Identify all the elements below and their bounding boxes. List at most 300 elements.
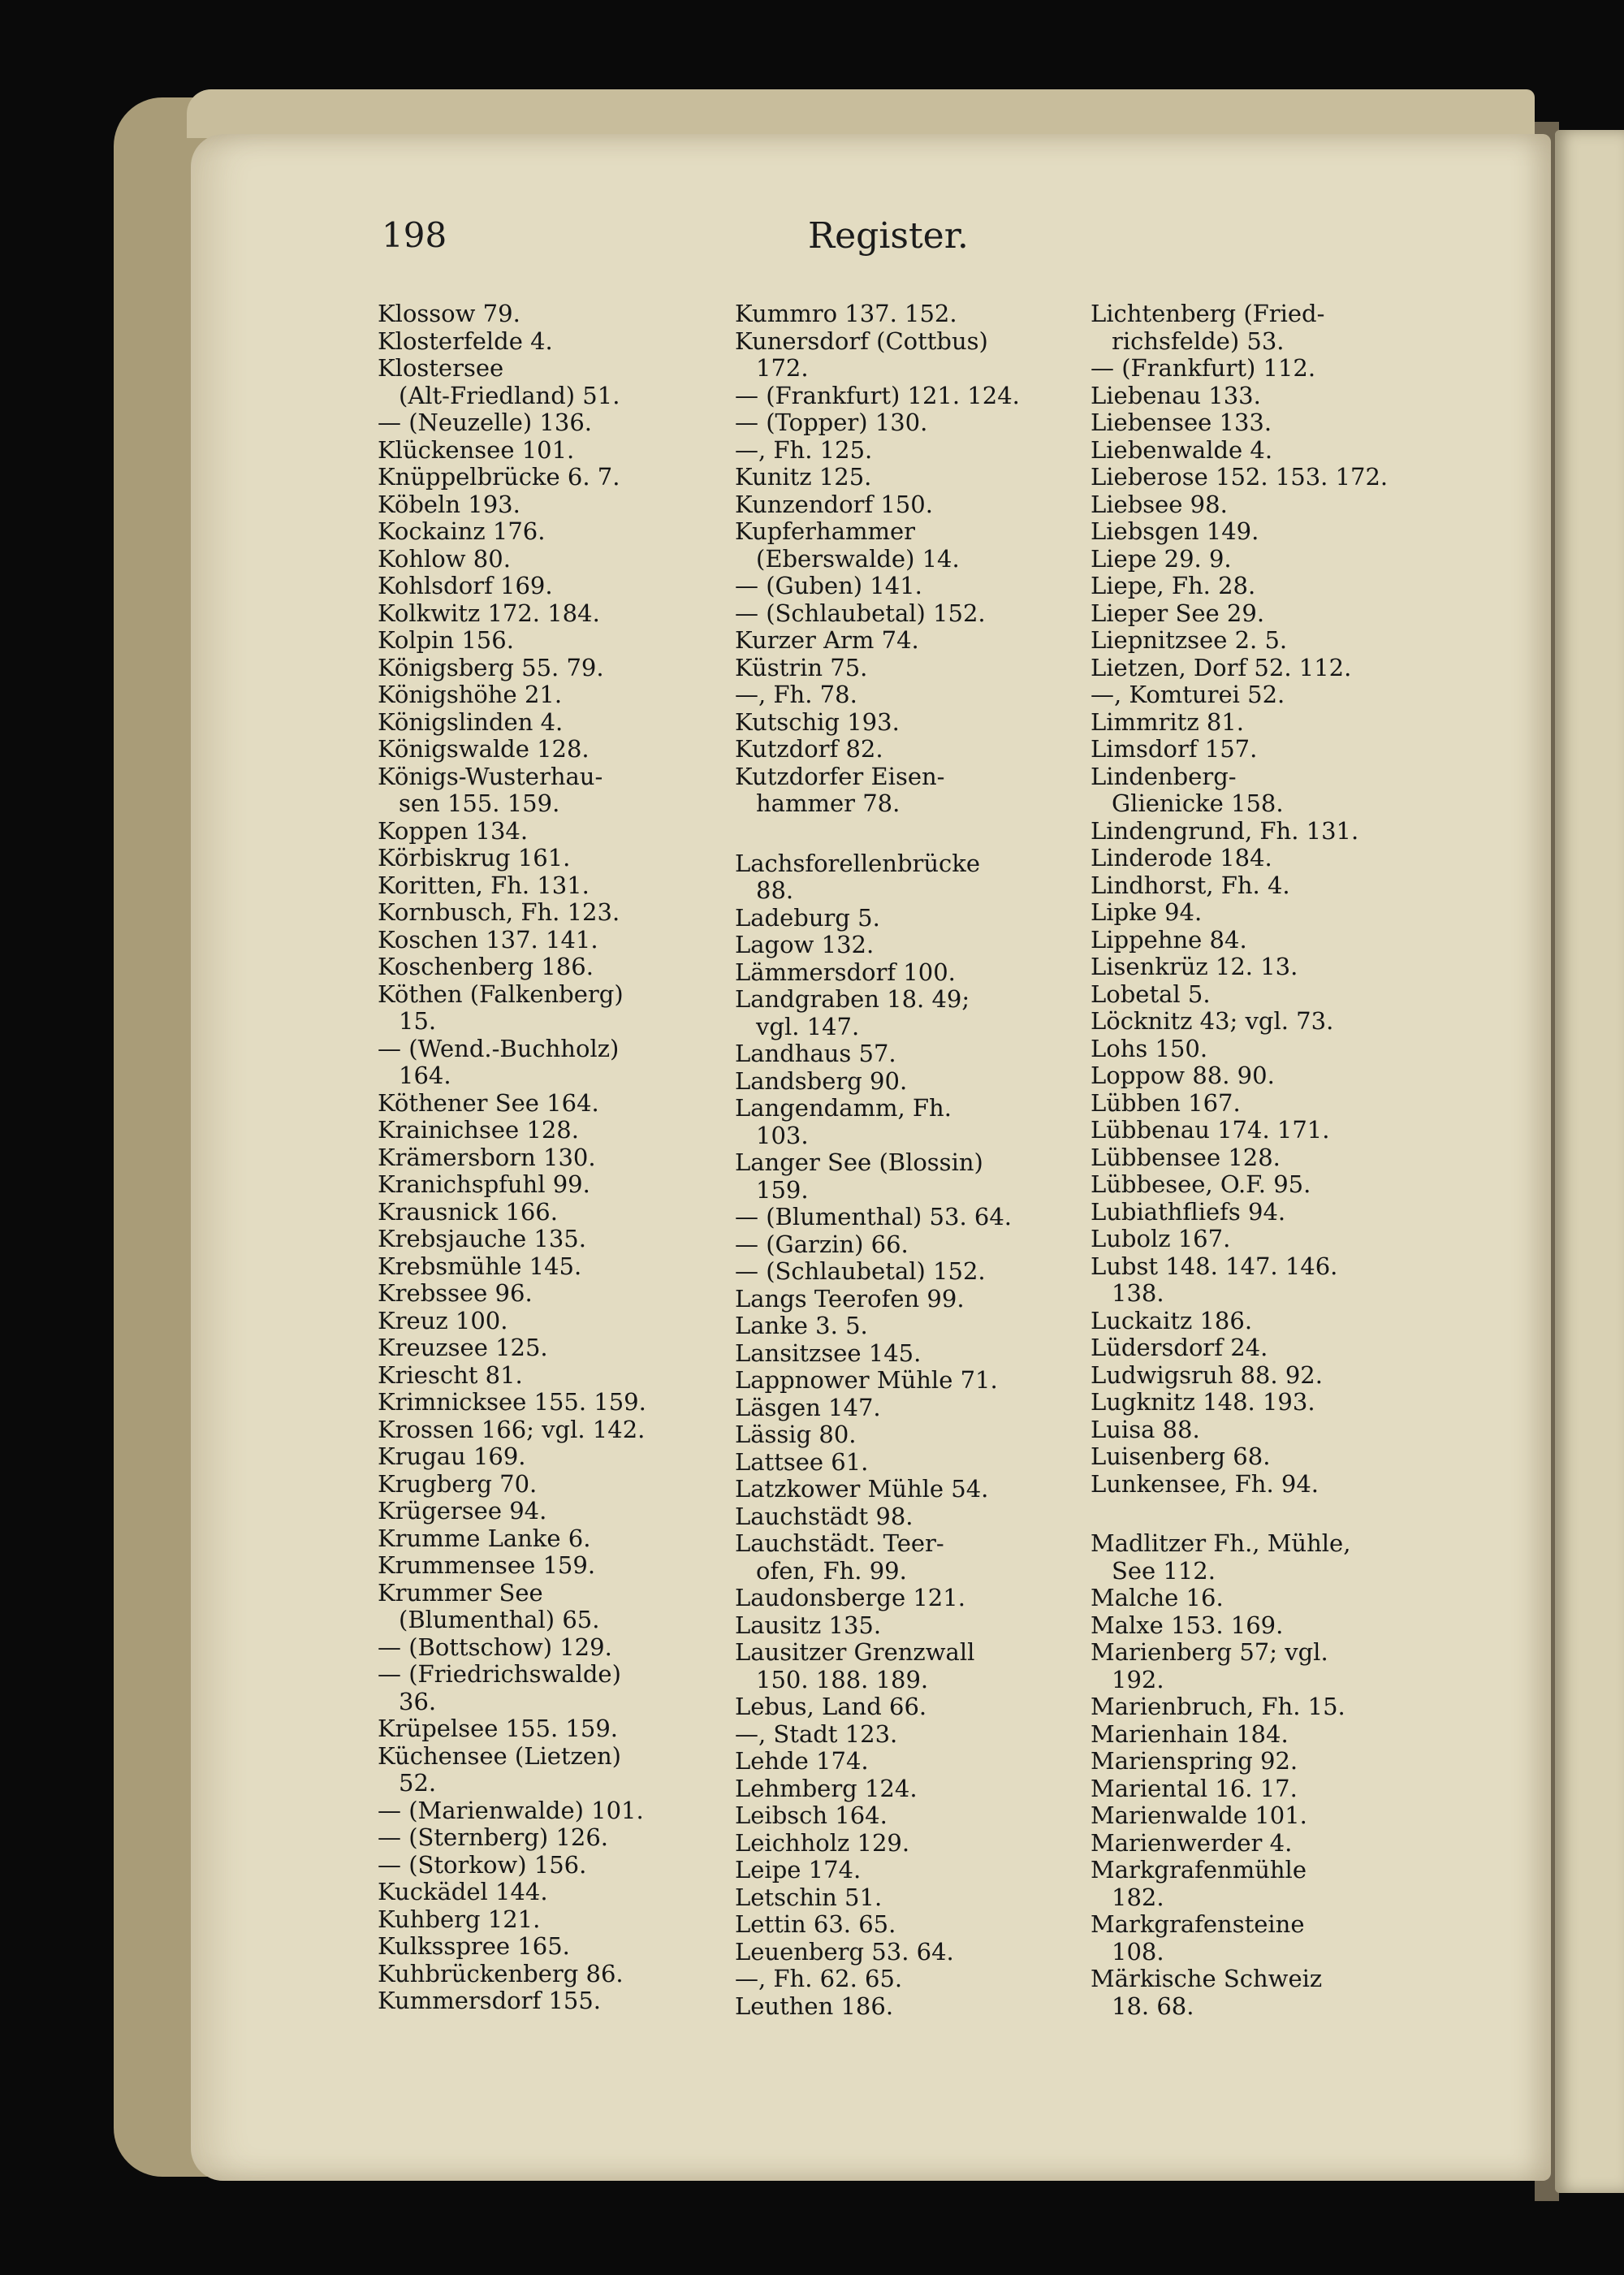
entry-line: Kutzdorfer Eisen- bbox=[735, 762, 945, 790]
entry-line: Lipke 94. bbox=[1091, 898, 1203, 926]
index-entry bbox=[735, 491, 1076, 519]
index-entry bbox=[735, 600, 1076, 628]
entry-line: Krimnicksee 155. 159. bbox=[378, 1388, 646, 1416]
index-entry bbox=[1091, 927, 1440, 954]
entry-line: Lübbesee, O.F. 95. bbox=[1091, 1170, 1311, 1198]
index-entry bbox=[378, 954, 719, 981]
index-entry bbox=[735, 1830, 1076, 1858]
index-entry bbox=[735, 328, 1076, 383]
index-entry bbox=[378, 1036, 719, 1090]
index-entry bbox=[1091, 1830, 1440, 1858]
entry-line: Lohs 150. bbox=[1091, 1034, 1208, 1062]
index-entry bbox=[1091, 383, 1440, 410]
index-entry bbox=[1091, 1443, 1440, 1471]
entry-line: — (Storkow) 156. bbox=[378, 1850, 587, 1879]
entry-line: Krugau 169. bbox=[378, 1442, 526, 1470]
index-entry bbox=[1091, 1721, 1440, 1749]
index-entry bbox=[735, 959, 1076, 987]
index-entry bbox=[1091, 573, 1440, 600]
index-entry bbox=[735, 905, 1076, 932]
entry-continuation: Glienicke 158. bbox=[1112, 789, 1284, 817]
index-entry bbox=[735, 437, 1076, 465]
entry-line: Königshöhe 21. bbox=[378, 681, 563, 708]
index-entry bbox=[378, 328, 719, 356]
entry-line: Lehde 174. bbox=[735, 1747, 869, 1775]
index-entry bbox=[1091, 1117, 1440, 1144]
index-entry bbox=[735, 1585, 1076, 1612]
entry-line: — (Garzin) 66. bbox=[735, 1230, 909, 1258]
index-entry bbox=[378, 1715, 719, 1743]
entry-line: Königswalde 128. bbox=[378, 735, 590, 763]
entry-line: Malxe 153. 169. bbox=[1091, 1611, 1284, 1639]
index-entry bbox=[1091, 1334, 1440, 1362]
index-entry bbox=[1091, 1062, 1440, 1090]
index-entry bbox=[735, 850, 1076, 905]
index-entry bbox=[735, 655, 1076, 682]
entry-line: Kunersdorf (Cottbus) bbox=[735, 327, 988, 355]
entry-line: Lubst 148. 147. 146. bbox=[1091, 1252, 1338, 1280]
index-entry bbox=[1091, 818, 1440, 846]
index-entry bbox=[1091, 1090, 1440, 1118]
entry-line: Langs Teerofen 99. bbox=[735, 1284, 965, 1313]
entry-line: Lichtenberg (Fried- bbox=[1091, 300, 1325, 327]
entry-line: Kurzer Arm 74. bbox=[735, 626, 919, 654]
entry-line: Lauchstädt 98. bbox=[735, 1502, 914, 1530]
entry-line: Markgrafenmühle bbox=[1091, 1856, 1307, 1884]
index-entry bbox=[378, 464, 719, 491]
entry-continuation: 150. 188. 189. bbox=[756, 1665, 929, 1693]
index-entry bbox=[378, 409, 719, 437]
index-entry bbox=[1091, 1416, 1440, 1444]
entry-line: Limsdorf 157. bbox=[1091, 735, 1258, 763]
page-number: 198 bbox=[382, 215, 447, 255]
index-entry bbox=[735, 1421, 1076, 1449]
index-entry bbox=[1091, 1775, 1440, 1803]
index-entry bbox=[1091, 872, 1440, 900]
entry-line: Landgraben 18. 49; bbox=[735, 985, 970, 1013]
index-entry bbox=[1091, 409, 1440, 437]
entry-line: Lansitzsee 145. bbox=[735, 1339, 922, 1367]
index-entry bbox=[1091, 1802, 1440, 1830]
index-entry bbox=[378, 655, 719, 682]
entry-line: Liebsee 98. bbox=[1091, 490, 1228, 518]
entry-line: Lübbenau 174. 171. bbox=[1091, 1116, 1330, 1144]
index-entry bbox=[1091, 1693, 1440, 1721]
entry-line: Klückensee 101. bbox=[378, 435, 575, 464]
entry-line: Kunitz 125. bbox=[735, 463, 872, 491]
index-entry bbox=[378, 709, 719, 737]
entry-line: — (Frankfurt) 121. 124. bbox=[735, 381, 1020, 409]
index-entry bbox=[378, 1362, 719, 1390]
entry-line: Leipe 174. bbox=[735, 1856, 862, 1884]
index-entry bbox=[735, 1721, 1076, 1749]
index-entry bbox=[735, 1395, 1076, 1422]
entry-line: — (Topper) 130. bbox=[735, 409, 928, 436]
index-entry bbox=[1091, 1226, 1440, 1253]
entry-line: Koschen 137. 141. bbox=[378, 925, 598, 954]
entry-line: Köthen (Falkenberg) bbox=[378, 980, 624, 1008]
entry-continuation: 15. bbox=[399, 1007, 437, 1035]
index-entry bbox=[1091, 1585, 1440, 1612]
index-entry bbox=[378, 736, 719, 763]
next-page-sliver bbox=[1555, 130, 1624, 2193]
entry-continuation: See 112. bbox=[1112, 1556, 1216, 1585]
index-entry bbox=[378, 1253, 719, 1281]
index-entry bbox=[1091, 1008, 1440, 1036]
entry-line: Löcknitz 43; vgl. 73. bbox=[1091, 1007, 1334, 1035]
entry-line: Lindengrund, Fh. 131. bbox=[1091, 816, 1359, 845]
entry-line: Markgrafensteine bbox=[1091, 1910, 1305, 1938]
entry-line: — (Wend.-Buchholz) bbox=[378, 1034, 620, 1062]
index-entry bbox=[735, 1639, 1076, 1693]
index-entry bbox=[1091, 1639, 1440, 1693]
index-entry bbox=[1091, 546, 1440, 573]
index-entry bbox=[735, 932, 1076, 959]
index-entry bbox=[378, 899, 719, 927]
index-entry bbox=[1091, 1253, 1440, 1308]
index-column-3 bbox=[1091, 301, 1440, 2020]
index-entry bbox=[1091, 1911, 1440, 1966]
index-entry bbox=[1091, 681, 1440, 709]
entry-line: Leibsch 164. bbox=[735, 1801, 888, 1829]
index-entry bbox=[1091, 1612, 1440, 1640]
entry-line: Madlitzer Fh., Mühle, bbox=[1091, 1529, 1351, 1557]
index-entry bbox=[735, 1884, 1076, 1912]
entry-continuation: 182. bbox=[1112, 1883, 1164, 1911]
entry-line: Landsberg 90. bbox=[735, 1066, 908, 1095]
entry-line: Lunkensee, Fh. 94. bbox=[1091, 1469, 1320, 1498]
entry-line: — (Blumenthal) 53. 64. bbox=[735, 1203, 1013, 1230]
entry-line: Kuhbrückenberg 86. bbox=[378, 1959, 624, 1987]
index-entry bbox=[378, 1933, 719, 1961]
index-entry bbox=[378, 1389, 719, 1416]
entry-continuation: 52. bbox=[399, 1769, 437, 1797]
entry-line: Klossow 79. bbox=[378, 300, 520, 327]
entry-line: Marienbruch, Fh. 15. bbox=[1091, 1693, 1345, 1720]
entry-line: Kuckädel 144. bbox=[378, 1878, 548, 1905]
entry-line: Lindhorst, Fh. 4. bbox=[1091, 871, 1290, 899]
entry-line: Lauchstädt. Teer- bbox=[735, 1529, 944, 1557]
index-entry bbox=[378, 1743, 719, 1797]
index-entry bbox=[735, 1503, 1076, 1531]
index-entry bbox=[1091, 1144, 1440, 1172]
index-entry bbox=[1091, 1471, 1440, 1499]
index-entry bbox=[378, 1471, 719, 1499]
entry-continuation: hammer 78. bbox=[756, 789, 901, 817]
entry-line: Koppen 134. bbox=[378, 816, 529, 845]
index-entry bbox=[1091, 1362, 1440, 1390]
section-gap bbox=[1091, 1498, 1440, 1530]
entry-line: Liebenau 133. bbox=[1091, 381, 1261, 409]
index-entry bbox=[735, 709, 1076, 737]
index-entry bbox=[1091, 600, 1440, 628]
entry-line: Ladeburg 5. bbox=[735, 903, 880, 932]
entry-line: Koschenberg 186. bbox=[378, 953, 594, 980]
index-entry bbox=[735, 627, 1076, 655]
entry-line: Krämersborn 130. bbox=[378, 1143, 596, 1171]
entry-continuation: 172. bbox=[756, 354, 809, 382]
index-entry bbox=[1091, 1171, 1440, 1199]
entry-line: Körbiskrug 161. bbox=[378, 844, 571, 872]
entry-line: Lettin 63. 65. bbox=[735, 1910, 896, 1938]
index-entry bbox=[1091, 355, 1440, 383]
index-entry bbox=[1091, 1748, 1440, 1775]
entry-line: Lieper See 29. bbox=[1091, 599, 1265, 627]
index-entry bbox=[735, 1367, 1076, 1395]
entry-line: Liepe 29. 9. bbox=[1091, 544, 1232, 573]
index-entry bbox=[1091, 1966, 1440, 2020]
entry-line: Kolpin 156. bbox=[378, 626, 514, 654]
index-entry bbox=[735, 736, 1076, 763]
index-entry bbox=[1091, 627, 1440, 655]
entry-line: Laudonsberge 121. bbox=[735, 1584, 965, 1611]
index-entry bbox=[378, 301, 719, 328]
entry-line: Linderode 184. bbox=[1091, 844, 1272, 872]
entry-line: Liebsgen 149. bbox=[1091, 517, 1259, 545]
entry-line: Marienwerder 4. bbox=[1091, 1828, 1293, 1857]
index-entry bbox=[378, 763, 719, 818]
index-entry bbox=[1091, 437, 1440, 465]
entry-continuation: richsfelde) 53. bbox=[1112, 327, 1285, 355]
entry-line: Lachsforellenbrücke bbox=[735, 849, 981, 877]
index-entry bbox=[378, 1824, 719, 1852]
index-entry bbox=[378, 1226, 719, 1253]
entry-line: Lausitz 135. bbox=[735, 1611, 882, 1639]
entry-line: Kranichspfuhl 99. bbox=[378, 1170, 590, 1198]
entry-line: —, Fh. 125. bbox=[735, 435, 873, 464]
entry-line: Lugknitz 148. 193. bbox=[1091, 1388, 1315, 1416]
index-entry bbox=[378, 872, 719, 900]
index-entry bbox=[735, 301, 1076, 328]
entry-line: Krebsmühle 145. bbox=[378, 1252, 582, 1280]
entry-line: — (Schlaubetal) 152. bbox=[735, 1257, 986, 1285]
entry-line: Ludwigsruh 88. 92. bbox=[1091, 1360, 1323, 1389]
entry-line: Köthener See 164. bbox=[378, 1088, 599, 1117]
entry-line: Lietzen, Dorf 52. 112. bbox=[1091, 653, 1352, 681]
entry-line: Lagow 132. bbox=[735, 931, 875, 958]
entry-continuation: 108. bbox=[1112, 1937, 1164, 1966]
index-entry bbox=[378, 1961, 719, 1988]
index-entry bbox=[378, 1308, 719, 1335]
entry-continuation: vgl. 147. bbox=[756, 1012, 860, 1040]
entry-line: Lübbensee 128. bbox=[1091, 1143, 1281, 1171]
index-entry bbox=[1091, 709, 1440, 737]
entry-line: Limmritz 81. bbox=[1091, 707, 1244, 736]
entry-continuation: 36. bbox=[399, 1687, 437, 1715]
entry-line: Marienwalde 101. bbox=[1091, 1801, 1307, 1829]
entry-line: Lanke 3. 5. bbox=[735, 1312, 868, 1339]
entry-continuation: 192. bbox=[1112, 1665, 1164, 1693]
entry-line: — (Schlaubetal) 152. bbox=[735, 599, 986, 627]
index-entry bbox=[1091, 763, 1440, 818]
index-entry bbox=[735, 1857, 1076, 1884]
entry-continuation: 18. 68. bbox=[1112, 1992, 1194, 2020]
index-entry bbox=[1091, 1857, 1440, 1911]
index-entry bbox=[378, 355, 719, 409]
index-column-1 bbox=[378, 301, 719, 2015]
entry-line: Lattsee 61. bbox=[735, 1447, 869, 1476]
entry-line: Leuenberg 53. 64. bbox=[735, 1937, 954, 1966]
entry-line: Lisenkrüz 12. 13. bbox=[1091, 953, 1298, 980]
entry-line: Krebsjauche 135. bbox=[378, 1225, 586, 1252]
index-entry bbox=[735, 1775, 1076, 1803]
index-entry bbox=[735, 409, 1076, 437]
index-entry bbox=[735, 986, 1076, 1040]
index-entry bbox=[378, 1498, 719, 1525]
section-gap bbox=[735, 818, 1076, 850]
index-entry bbox=[1091, 301, 1440, 355]
index-entry bbox=[735, 1068, 1076, 1096]
index-entry bbox=[735, 1530, 1076, 1585]
index-entry bbox=[378, 1117, 719, 1144]
entry-continuation: (Blumenthal) 65. bbox=[399, 1606, 600, 1633]
index-entry bbox=[378, 1879, 719, 1906]
entry-line: Leichholz 129. bbox=[735, 1828, 910, 1857]
index-entry bbox=[378, 1334, 719, 1362]
entry-line: — (Guben) 141. bbox=[735, 572, 922, 599]
index-entry bbox=[1091, 655, 1440, 682]
index-entry bbox=[735, 1748, 1076, 1775]
index-entry bbox=[735, 573, 1076, 600]
entry-continuation: (Eberswalde) 14. bbox=[756, 544, 960, 573]
entry-line: Kutzdorf 82. bbox=[735, 735, 883, 763]
entry-line: Knüppelbrücke 6. 7. bbox=[378, 463, 620, 491]
entry-line: Krossen 166; vgl. 142. bbox=[378, 1415, 646, 1443]
entry-continuation: sen 155. 159. bbox=[399, 789, 560, 817]
entry-line: Kutschig 193. bbox=[735, 707, 900, 736]
entry-line: Krugberg 70. bbox=[378, 1469, 538, 1498]
entry-continuation: 159. bbox=[756, 1175, 809, 1204]
entry-line: Küchensee (Lietzen) bbox=[378, 1741, 621, 1770]
entry-line: Kriescht 81. bbox=[378, 1360, 523, 1389]
entry-line: Märkische Schweiz bbox=[1091, 1965, 1323, 1992]
index-entry bbox=[378, 1987, 719, 2015]
entry-line: — (Frankfurt) 112. bbox=[1091, 354, 1316, 382]
entry-line: Liebenwalde 4. bbox=[1091, 435, 1273, 464]
entry-line: Lieberose 152. 153. 172. bbox=[1091, 463, 1389, 491]
index-entry bbox=[378, 927, 719, 954]
index-entry bbox=[735, 1313, 1076, 1340]
entry-line: Kummersdorf 155. bbox=[378, 1987, 602, 2014]
entry-continuation: ofen, Fh. 99. bbox=[756, 1556, 907, 1585]
index-entry bbox=[735, 1149, 1076, 1204]
index-entry bbox=[378, 573, 719, 600]
entry-line: Königsberg 55. 79. bbox=[378, 653, 604, 681]
entry-line: Krausnick 166. bbox=[378, 1197, 558, 1226]
index-entry bbox=[735, 1476, 1076, 1503]
index-column-2 bbox=[735, 301, 1076, 2020]
entry-line: Letschin 51. bbox=[735, 1883, 883, 1911]
entry-continuation: 164. bbox=[399, 1062, 451, 1089]
entry-line: Kunzendorf 150. bbox=[735, 490, 933, 518]
index-entry bbox=[1091, 1308, 1440, 1335]
index-entry bbox=[1091, 899, 1440, 927]
index-entry bbox=[378, 1525, 719, 1553]
index-entry bbox=[378, 1171, 719, 1199]
entry-line: Kohlow 80. bbox=[378, 544, 511, 573]
page-title: Register. bbox=[808, 215, 969, 257]
index-entry bbox=[735, 518, 1076, 573]
entry-continuation: 88. bbox=[756, 876, 794, 904]
entry-line: Kulksspree 165. bbox=[378, 1932, 570, 1960]
index-entry bbox=[1091, 736, 1440, 763]
entry-line: Kupferhammer bbox=[735, 517, 916, 545]
entry-line: Langer See (Blossin) bbox=[735, 1148, 983, 1176]
index-entry bbox=[735, 1449, 1076, 1477]
entry-line: Liepe, Fh. 28. bbox=[1091, 572, 1256, 599]
index-entry bbox=[1091, 845, 1440, 872]
index-entry bbox=[735, 1939, 1076, 1966]
entry-line: — (Friedrichswalde) bbox=[378, 1660, 621, 1688]
index-entry bbox=[735, 763, 1076, 818]
entry-line: Kuhberg 121. bbox=[378, 1905, 541, 1933]
index-entry bbox=[378, 518, 719, 546]
index-entry bbox=[378, 491, 719, 519]
index-entry bbox=[1091, 464, 1440, 491]
entry-line: Lämmersdorf 100. bbox=[735, 958, 956, 986]
entry-line: — (Neuzelle) 136. bbox=[378, 409, 593, 436]
entry-line: Marienberg 57; vgl. bbox=[1091, 1638, 1328, 1666]
entry-line: Krebssee 96. bbox=[378, 1279, 533, 1307]
entry-line: Lubolz 167. bbox=[1091, 1225, 1231, 1252]
index-entry bbox=[378, 1144, 719, 1172]
index-entry bbox=[1091, 1036, 1440, 1063]
entry-line: Küstrin 75. bbox=[735, 653, 868, 681]
index-entry bbox=[378, 1280, 719, 1308]
entry-line: Krummensee 159. bbox=[378, 1551, 596, 1579]
index-entry bbox=[378, 845, 719, 872]
entry-line: Luisenberg 68. bbox=[1091, 1442, 1271, 1470]
index-entry bbox=[378, 981, 719, 1036]
entry-line: Lubiathfliefs 94. bbox=[1091, 1197, 1286, 1226]
entry-line: Kreuz 100. bbox=[378, 1306, 508, 1334]
entry-line: Lüdersdorf 24. bbox=[1091, 1334, 1268, 1361]
index-entry bbox=[735, 1802, 1076, 1830]
index-entry bbox=[735, 1231, 1076, 1259]
entry-line: Langendamm, Fh. bbox=[735, 1094, 952, 1122]
index-entry bbox=[735, 1612, 1076, 1640]
index-entry bbox=[378, 818, 719, 846]
entry-line: Malche 16. bbox=[1091, 1584, 1224, 1611]
entry-line: Lindenberg- bbox=[1091, 762, 1237, 790]
index-entry bbox=[378, 1552, 719, 1580]
entry-continuation: 103. bbox=[756, 1121, 809, 1149]
entry-continuation: (Alt-Friedland) 51. bbox=[399, 381, 620, 409]
entry-line: —, Stadt 123. bbox=[735, 1719, 898, 1748]
entry-line: — (Sternberg) 126. bbox=[378, 1823, 609, 1851]
entry-line: Kolkwitz 172. 184. bbox=[378, 599, 600, 627]
index-entry bbox=[378, 1580, 719, 1634]
entry-line: Krügersee 94. bbox=[378, 1497, 547, 1525]
index-entry bbox=[378, 1090, 719, 1118]
index-entry bbox=[378, 1443, 719, 1471]
index-entry bbox=[735, 1204, 1076, 1231]
index-entry bbox=[735, 1286, 1076, 1313]
entry-line: Kummro 137. 152. bbox=[735, 300, 957, 327]
entry-line: Marienhain 184. bbox=[1091, 1719, 1289, 1748]
index-entry bbox=[378, 546, 719, 573]
index-entry bbox=[735, 464, 1076, 491]
entry-line: —, Fh. 62. 65. bbox=[735, 1965, 903, 1992]
entry-line: Kockainz 176. bbox=[378, 517, 546, 545]
entry-line: —, Fh. 78. bbox=[735, 681, 857, 708]
entry-line: — (Marienwalde) 101. bbox=[378, 1796, 644, 1824]
entry-line: Lässig 80. bbox=[735, 1421, 857, 1448]
entry-line: Lippehne 84. bbox=[1091, 925, 1247, 954]
index-entry bbox=[378, 1661, 719, 1715]
entry-line: Luckaitz 186. bbox=[1091, 1306, 1253, 1334]
index-entry bbox=[735, 1040, 1076, 1068]
